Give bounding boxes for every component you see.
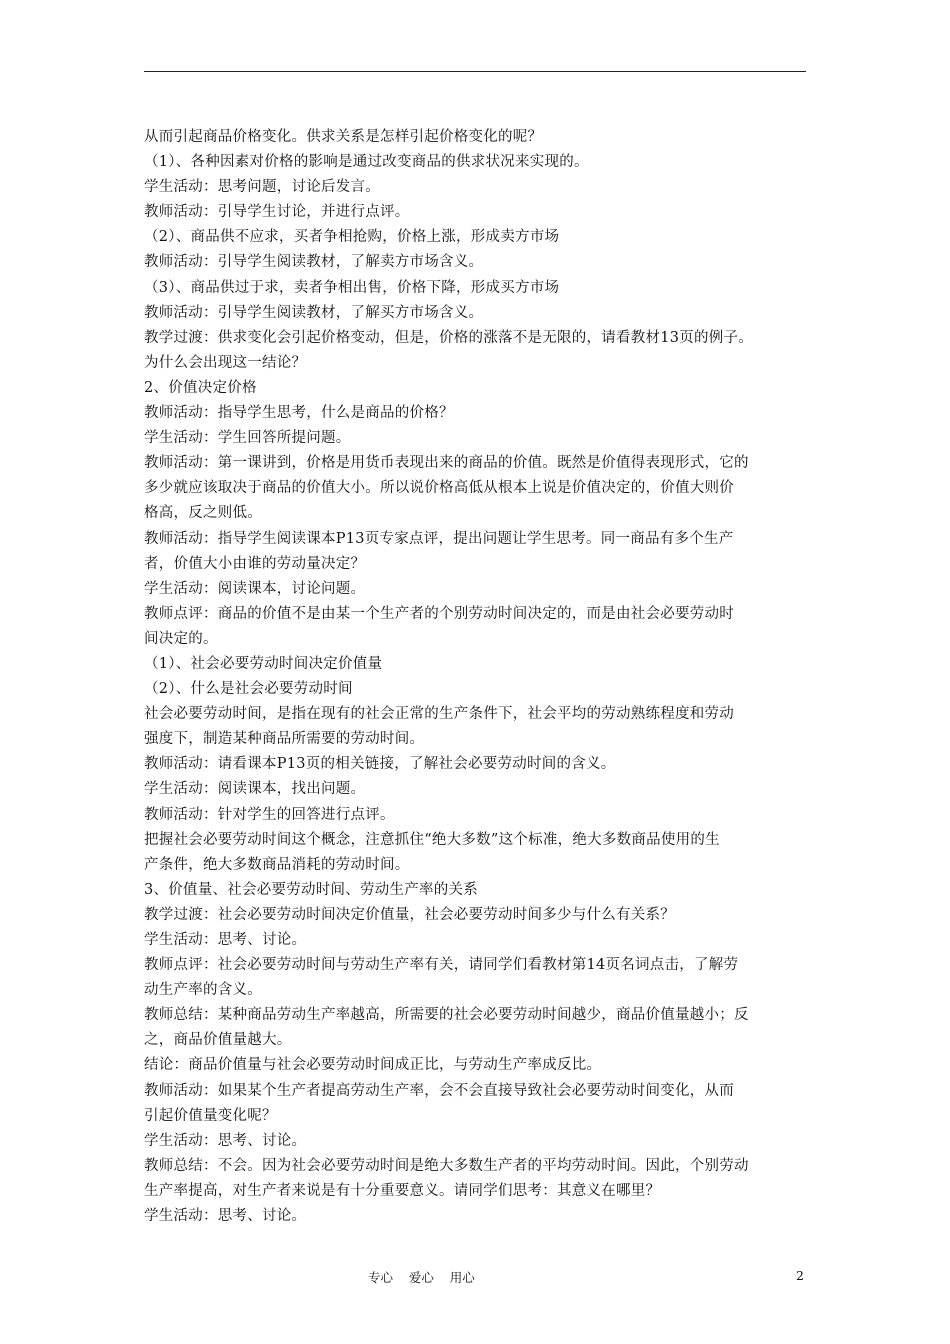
page-footer: [0, 1268, 950, 1288]
text-line: 把握社会必要劳动时间这个概念，注意抓住“绝大多数”这个标准，绝大多数商品使用的生: [144, 831, 720, 848]
text-line: 格高，反之则低。: [144, 505, 262, 522]
footer-motto: 专心 爱心 用心: [368, 1270, 475, 1285]
text-line: 教师活动：指导学生思考，什么是商品的价格？: [144, 405, 454, 422]
text-line: （1）、社会必要劳动时间决定价值量: [144, 655, 383, 672]
text-line: 结论：商品价值量与社会必要劳动时间成正比，与劳动生产率成反比。: [144, 1057, 602, 1074]
page-number: 2: [796, 1268, 804, 1283]
text-line: 者，价值大小由谁的劳动量决定？: [144, 555, 366, 572]
text-line: 教师总结：某种商品劳动生产率越高，所需要的社会必要劳动时间越少，商品价值量越小；反: [144, 1007, 749, 1024]
text-line: 多少就应该取决于商品的价值大小。所以说价格高低从根本上说是价值决定的，价值大则价: [144, 480, 734, 497]
text-line: 引起价值量变化呢？: [144, 1107, 277, 1124]
header-rule: [144, 71, 806, 72]
text-line: 之，商品价值量越大。: [144, 1032, 292, 1049]
text-line: 学生活动：思考、讨论。: [144, 1208, 307, 1225]
text-line: 学生活动：思考、讨论。: [144, 1132, 307, 1149]
text-line: 教学过渡：社会必要劳动时间决定价值量，社会必要劳动时间多少与什么有关系？: [144, 906, 675, 923]
text-line: 2、价值决定价格: [144, 379, 257, 396]
text-line: 教师活动：引导学生阅读教材，了解卖方市场含义。: [144, 254, 484, 271]
text-line: 学生活动：思考问题，讨论后发言。: [144, 179, 380, 196]
text-line: 动生产率的含义。: [144, 982, 262, 999]
text-line: 产条件，绝大多数商品消耗的劳动时间。: [144, 856, 410, 873]
text-line: 教师活动：引导学生讨论，并进行点评。: [144, 204, 410, 221]
text-line: 教师活动：如果某个生产者提高劳动生产率，会不会直接导致社会必要劳动时间变化，从而: [144, 1082, 734, 1099]
text-line: 教师活动：针对学生的回答进行点评。: [144, 806, 395, 823]
text-line: 为什么会出现这一结论？: [144, 354, 307, 371]
text-line: （2）、商品供不应求，买者争相抢购，价格上涨，形成卖方市场: [144, 229, 560, 246]
text-line: 教师活动：请看课本P13页的相关链接，了解社会必要劳动时间的含义。: [144, 756, 616, 773]
text-line: 学生活动：学生回答所提问题。: [144, 430, 351, 447]
text-line: （1）、各种因素对价格的影响是通过改变商品的供求状况来实现的。: [144, 154, 589, 171]
text-line: 教师活动：第一课讲到，价格是用货币表现出来的商品的价值。既然是价值得表现形式，它的: [144, 455, 749, 472]
text-line: 教师点评：商品的价值不是由某一个生产者的个别劳动时间决定的，而是由社会必要劳动时: [144, 605, 734, 622]
text-line: 生产率提高，对生产者来说是有十分重要意义。请同学们思考：其意义在哪里？: [144, 1182, 661, 1199]
text-line: 间决定的。: [144, 630, 218, 647]
text-line: 教师活动：引导学生阅读教材，了解买方市场含义。: [144, 304, 484, 321]
text-line: 学生活动：阅读课本，讨论问题。: [144, 580, 366, 597]
text-line: （2）、什么是社会必要劳动时间: [144, 681, 353, 698]
text-line: 教学过渡：供求变化会引起价格变动，但是，价格的涨落不是无限的，请看教材13页的例子。: [144, 329, 753, 346]
text-line: 教师活动：指导学生阅读课本P13页专家点评，提出问题让学生思考。同一商品有多个生产: [144, 530, 734, 547]
text-line: （3）、商品供过于求，卖者争相出售，价格下降，形成买方市场: [144, 279, 560, 296]
text-line: 3、价值量、社会必要劳动时间、劳动生产率的关系: [144, 881, 478, 898]
text-line: 学生活动：思考、讨论。: [144, 932, 307, 948]
document-body: [144, 125, 808, 1229]
text-line: 教师点评：社会必要劳动时间与劳动生产率有关，请同学们看教材第14页名词点击，了解劳: [144, 957, 739, 974]
text-line: 从而引起商品价格变化。供求关系是怎样引起价格变化的呢？: [144, 129, 543, 145]
text-line: 强度下，制造某种商品所需要的劳动时间。: [144, 731, 425, 748]
text-line: 社会必要劳动时间，是指在现有的社会正常的生产条件下，社会平均的劳动熟练程度和劳动: [144, 706, 734, 723]
text-line: 学生活动：阅读课本，找出问题。: [144, 781, 366, 798]
text-line: 教师总结：不会。因为社会必要劳动时间是绝大多数生产者的平均劳动时间。因此，个别劳动: [144, 1157, 749, 1174]
